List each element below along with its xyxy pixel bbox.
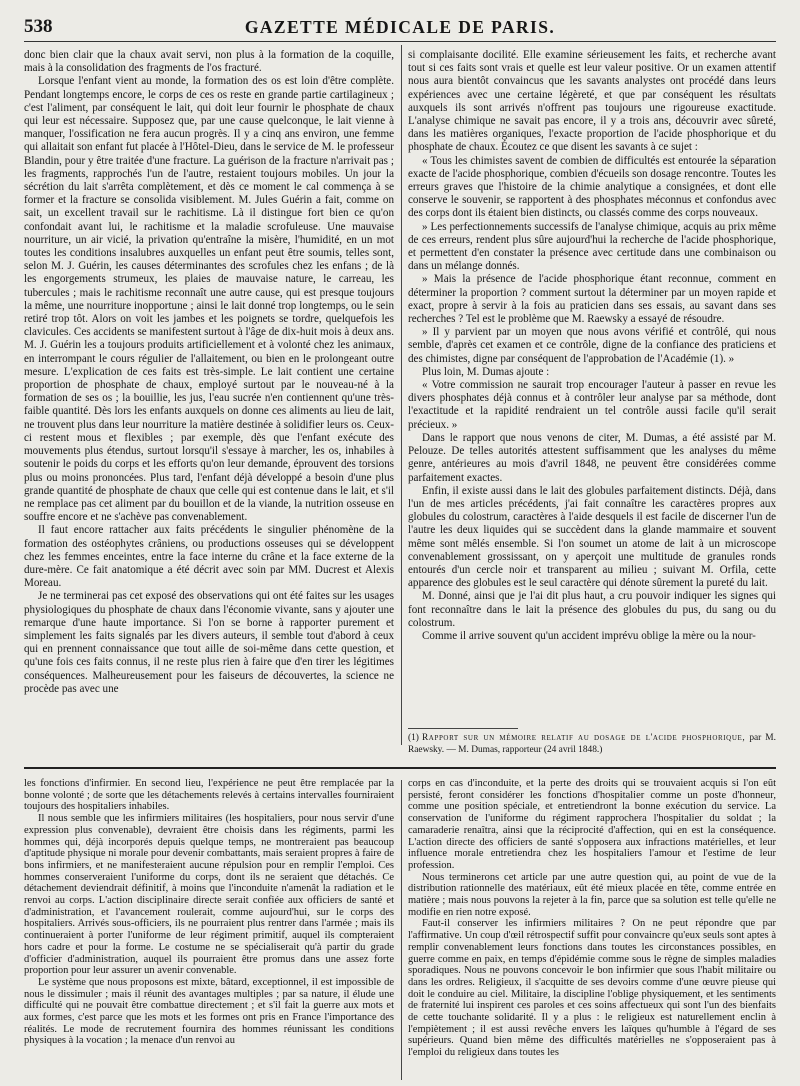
paragraph: Nous terminerons cet article par une autre question qui, au point de vue de la distribution rationnelle des matériaux, eût été mieux placée en tête, comme entrée en matière ; mais nous pouvons la rejeter à la fin, parce que sa solution est telle qu'elle ne modifie en rien notre exposé. [408,871,776,918]
quote-paragraph: » Les perfectionnements successifs de l'analyse chimique, acquis au prix même de ces erreurs, rendent plus sûre aujourd'hui la recherche de l'acide phosphorique, et permettent d'en constater la présence avec certitude dans une combinaison ou dans un mélange donnés. [408,220,776,273]
column-divider-bottom [401,780,402,1080]
footnote-rule [408,728,518,729]
bottom-left-column [24,778,394,1080]
top-right-column [408,49,776,719]
paragraph: Il faut encore rattacher aux faits précédents le singulier phénomène de la formation des ostéophytes crâniens, ou productions osseuses qui se développent chez les femmes enceintes, entre la face interne du crâne et la face externe de la dure-mère. Ce fait anatomique a été décrit avec soin par MM. Ducrest et Alexis Moreau. [24,524,394,590]
section-rule [24,767,776,769]
journal-title: GAZETTE MÉDICALE DE PARIS. [244,17,556,37]
paragraph: corps en cas d'inconduite, et la perte des droits qui se trouvaient acquis si l'on eût persisté, feront considérer les fonctions d'hospitalier comme un poste d'honneur, comme une position spéciale, et entretiendront la bonne exécution du service. La conservation de l'uniforme du régiment rapprochera l'hospitalier du soldat ; la camaraderie renaîtra, ainsi que la réciprocité d'affection, qui en est la conséquence. L'action directe des officiers de santé s'opposera aux infractions matérielles, et leur influence morale entretiendra chez les hospitaliers l'amour et l'estime de leur profession. [408,778,776,871]
paragraph: Dans le rapport que nous venons de citer, M. Dumas, a été assisté par M. Pelouze. De telles autorités attestent suffisamment que les analyses du même genre, antérieures au mois d'avril 1848, ne peuvent être considérées comme parfaitement exactes. [408,431,776,484]
paragraph: Plus loin, M. Dumas ajoute : [422,365,550,378]
paragraph: Le système que nous proposons est mixte, bâtard, exceptionnel, il est impossible de nous le dissimuler ; mais il réunit des avantages multiples ; par sa nature, il élude une difficulté qui ne pouvait être combattue directement ; et s'il fait la guerre aux mots et aux formes, c'est parce que les mots et les formes ont pris en France l'importance des réalités. Le mode de recrutement fournira des hommes réunissant les conditions physiques à la vocation ; la menace d'un renvoi au [24,976,394,1047]
quote-paragraph: » Mais la présence de l'acide phosphorique étant reconnue, comment en déterminer la proportion ? comment surtout la déterminer par un moyen rapide et exact, propre à servir à la fois au praticien dans ses essais, au savant dans ses recherches ? Tel est le problème que M. Raewsky a essayé de résoudre. [408,273,776,326]
header-rule [24,41,776,42]
quote-paragraph: « Tous les chimistes savent de combien de difficultés est entourée la séparation exacte de l'acide phosphorique, combien d'écueils son dosage rencontre. Toutes les erreurs graves que l'histoire de la chimie analytique a consignées, et dont elle conserve le souvenir, se rapportent à des phosphates méconnus et confondus avec des corps dont ils étaient bien distincts, ou classés comme des corps nouveaux. [408,154,776,220]
paragraph: Lorsque l'enfant vient au monde, la formation des os est loin d'être complète. Pendant longtemps encore, le corps de ces os reste en grande partie cartilagineux ; c'est l'aliment, par conséquent le lait, qui doit leur fournir le phosphate de chaux qui leur est nécessaire. Supposez que, par une cause quelconque, le lait vienne à manquer, l'ossification ne fera aucun progrès. Il y a cinq ans environ, une femme qui allaitait son enfant fut placée à l'Hôtel-Dieu, dans le service de M. le professeur Blandin, pour y être traitée d'une fracture. La guérison de la fracture n'arrivait pas ; les fragments, rapprochés l'un de l'autre, restaient toujours mobiles. Un jour la sécrétion du lait s'arrêta complètement, et dès ce moment le cal commença à se former et la fracture se consolida visiblement. M. Jules Guérin a fait, comme on sait, un excellent travail sur le rachitisme. Là il distingue fort bien ce qu'on confondait avant lui, le rachitisme et la maladie scrofuleuse. Une mauvaise nourriture, un air vicié, la privation qu'entraîne la misère, l'humidité, en un mot toutes les conditions insalubres auxquelles un enfant peut être soumis, telles sont, selon M. J. Guérin, les causes déterminantes des scrofules chez les enfans ; de là les engorgements strumeux, les plaies de mauvaise nature, le carreau, les tubercules ; mais le rachitisme reconnaît une autre cause, qui est presque toujours la même, une nourriture inopportune ; ainsi le lait donné trop longtemps, ou le sein retiré trop tôt. Alors on voit les jambes et les poignets se tordre, quelquefois les clavicules. Ces accidents se manifestent surtout à l'âge de dix-huit mois à deux ans. M. J. Guérin les a toujours produits artificiellement et à volonté chez les animaux, en interrompant le cours régulier de l'allaitement, ou bien en le prolongeant outre mesure. L'explication de ces faits est très-simple. Le lait contient une certaine proportion de phosphate de chaux, employé surtout par le nouveau-né à la formation de ses os ; la bouillie, les jus, l'eau sucrée n'en contiennent qu'une très-faible quantité. Dès lors les enfants auxquels on donne ces aliments au lieu de lait, ne trouvent plus dans leur nourriture la matière destinée à solidifier leurs os. Ceux-ci restent mous et flexibles ; par exemple, dès que l'enfant exécute des mouvements plus étendus, surtout lorsqu'il s'essaye à marcher, les os, inhabiles à soutenir le poids du corps et les efforts qu'on leur demande, éprouvent des torsions plus ou moins prononcées. Plus tard, l'enfant déjà développé a besoin d'une plus grande quantité de phosphate de chaux que celle qui est contenue dans le lait, et s'il ne remplace pas cet aliment par du bouillon et de la viande, la nutrition osseuse en souffre encore et ne s'achève pas convenablement. [24,75,394,524]
paragraph: les fonctions d'infirmier. En second lieu, l'expérience ne peut être remplacée par la bonne volonté ; de sorte que les détachements relevés à certains intervalles fourniraient toujours des hospitaliers inhabiles. [24,778,394,813]
bottom-right-column [408,778,776,1080]
paragraph: Enfin, il existe aussi dans le lait des globules parfaitement distincts. Déjà, dans l'un de mes articles précédents, j'ai fait connaître les caractères propres aux globules du colostrum, caractères à l'aide desquels il est facile de discerner l'un de l'autre les deux liquides qui se succèdent dans la glande mammaire et souvent même sont mêlés ensemble. Si l'on soumet un atome de lait à un microscope convenablement grossissant, on y aperçoit une multitude de granules ronds entourés d'un cercle noir et transparent au milieu ; suivant M. Orfila, cette apparence des globules est le seul caractère qui dénote sûrement la pureté du lait. [408,484,776,590]
page-header [24,10,776,38]
paragraph: si complaisante docilité. Elle examine sérieusement les faits, et recherche avant tout si ces faits sont vrais et quelle est leur valeur positive. Or un examen attentif nous aura bientôt convaincus que les savants analystes ont procédé dans leurs expériences avec une certaine légèreté, et que par conséquent les résultats auxquels ils sont arrivés n'offrent pas toujours une rigoureuse exactitude. L'analyse chimique ne savait pas encore, il y a trois ans, découvrir avec sûreté, dans les matières organiques, l'exacte proportion de l'acide phosphorique et du phosphate de chaux. Écoutez ce que disent les savants à ce sujet : [408,49,776,154]
column-divider-top [401,45,402,745]
paragraph: Il nous semble que les infirmiers militaires (les hospitaliers, pour nous servir d'une expression plus convenable), devraient être choisis dans les régiments, parmi les hommes qui, déjà incorporés depuis quelque temps, ne montreraient pas beaucoup d'aptitude physique ni morale pour devenir combattants, mais seraient propres à faire de bons infirmiers, et ne manifesteraient aucune répulsion pour en remplir l'emploi. Ces hommes conserveraient l'uniforme du corps, dont ils ne seraient que détachés. Ce détachement deviendrait définitif, à moins que l'inconduite n'amenât la radiation et le renvoi au corps. L'action disciplinaire directe serait confiée aux officiers de santé et d'administration, et l'avancement roulerait, comme aujourd'hui, sur le corps des hospitaliers. Arrivés sous-officiers, ils ne pourraient plus rentrer dans l'armée ; mais ils continueraient à porter l'uniforme de leur régiment primitif, auquel ils compteraient hors cadre et pour la forme. Le costume ne se spécialiserait qu'à partir du grade d'officier d'administration, auquel ils pourraient être promus dans une assez forte proportion pour leur assurer un avenir convenable. [24,813,394,977]
quote-paragraph: « Votre commission ne saurait trop encourager l'auteur à passer en revue les divers phosphates déjà connus et à contrôler leur analyse par sa méthode, dont l'exactitude et la rapidité rendraient un tel contrôle aussi facile qu'il serait précieux. » [408,379,776,431]
footnote [408,732,776,756]
top-left-column [24,49,394,741]
paragraph: Faut-il conserver les infirmiers militaires ? On ne peut répondre que par l'affirmative. Un coup d'œil rétrospectif suffit pour convaincre qu'eux seuls sont aptes à remplir convenablement leurs fonctions dans toutes les circonstances possibles, en guerre comme en paix, en temps d'épidémie comme sous le règne de simples maladies sporadiques. Nous ne pouvons concevoir le bon infirmier que sous l'habit militaire ou dans les ordres. Religieux, il s'acquitte de ses devoirs comme d'une œuvre pieuse qui doit le conduire au ciel. Militaire, la discipline l'oblige physiquement, et les sentiments de fraternité lui inspirent ces paroles et ces soins affectueux qui sont l'un des bienfaits de cette touchante solidarité. Il y a plus : le religieux est naturellement enclin à l'empiètement ; il est aussi revêche envers les laïques qu'humble à l'égard de ses supérieurs. Quand bien même des difficultés matérielles ne s'opposeraient pas à l'emploi du religieux dans toutes les [408,918,776,1059]
paragraph: M. Donné, ainsi que je l'ai dit plus haut, a cru pouvoir indiquer les signes qui font reconnaître dans le lait la présence des globules du pus, du sang ou du colostrum. [408,590,776,629]
paragraph: Comme il arrive souvent qu'un accident imprévu oblige la mère ou la nour- [422,629,756,642]
quote-paragraph: » Il y parvient par un moyen que nous avons vérifié et contrôlé, qui nous semble, d'après cet examen et ce contrôle, digne de la confiance des praticiens et des chimistes, digne par conséquent de l'approbation de l'Académie (1). » [408,326,776,365]
footnote-title: Rapport sur un mémoire relatif au dosage de l'acide phosphorique, [421,733,746,743]
paragraph: Je ne terminerai pas cet exposé des observations qui ont été faites sur les usages physiologiques du phosphate de chaux dans l'économie vivante, sans y ajouter une remarque d'une haute importance. Si l'on se borne à rapporter purement et simplement les faits signalés par les divers auteurs, il semble tout d'abord à ceux qui en prennent connaissance que tout aille de soi-même dans cette question, et qu'une fois ces faits connus, il ne reste plus rien à faire que d'en tirer les légitimes conséquences. Malheureusement pour les faiseurs de découvertes, la science ne procède pas avec une [24,590,394,695]
page-number: 538 [24,16,53,37]
footnote-text: par M. Raewsky. — M. Dumas, rapporteur (24 avril 1848.) [408,733,776,755]
footnote-mark: (1) [408,733,419,743]
paragraph: donc bien clair que la chaux avait servi, non plus à la formation de la coquille, mais à la consolidation des fragments de l'os fracturé. [24,49,394,75]
